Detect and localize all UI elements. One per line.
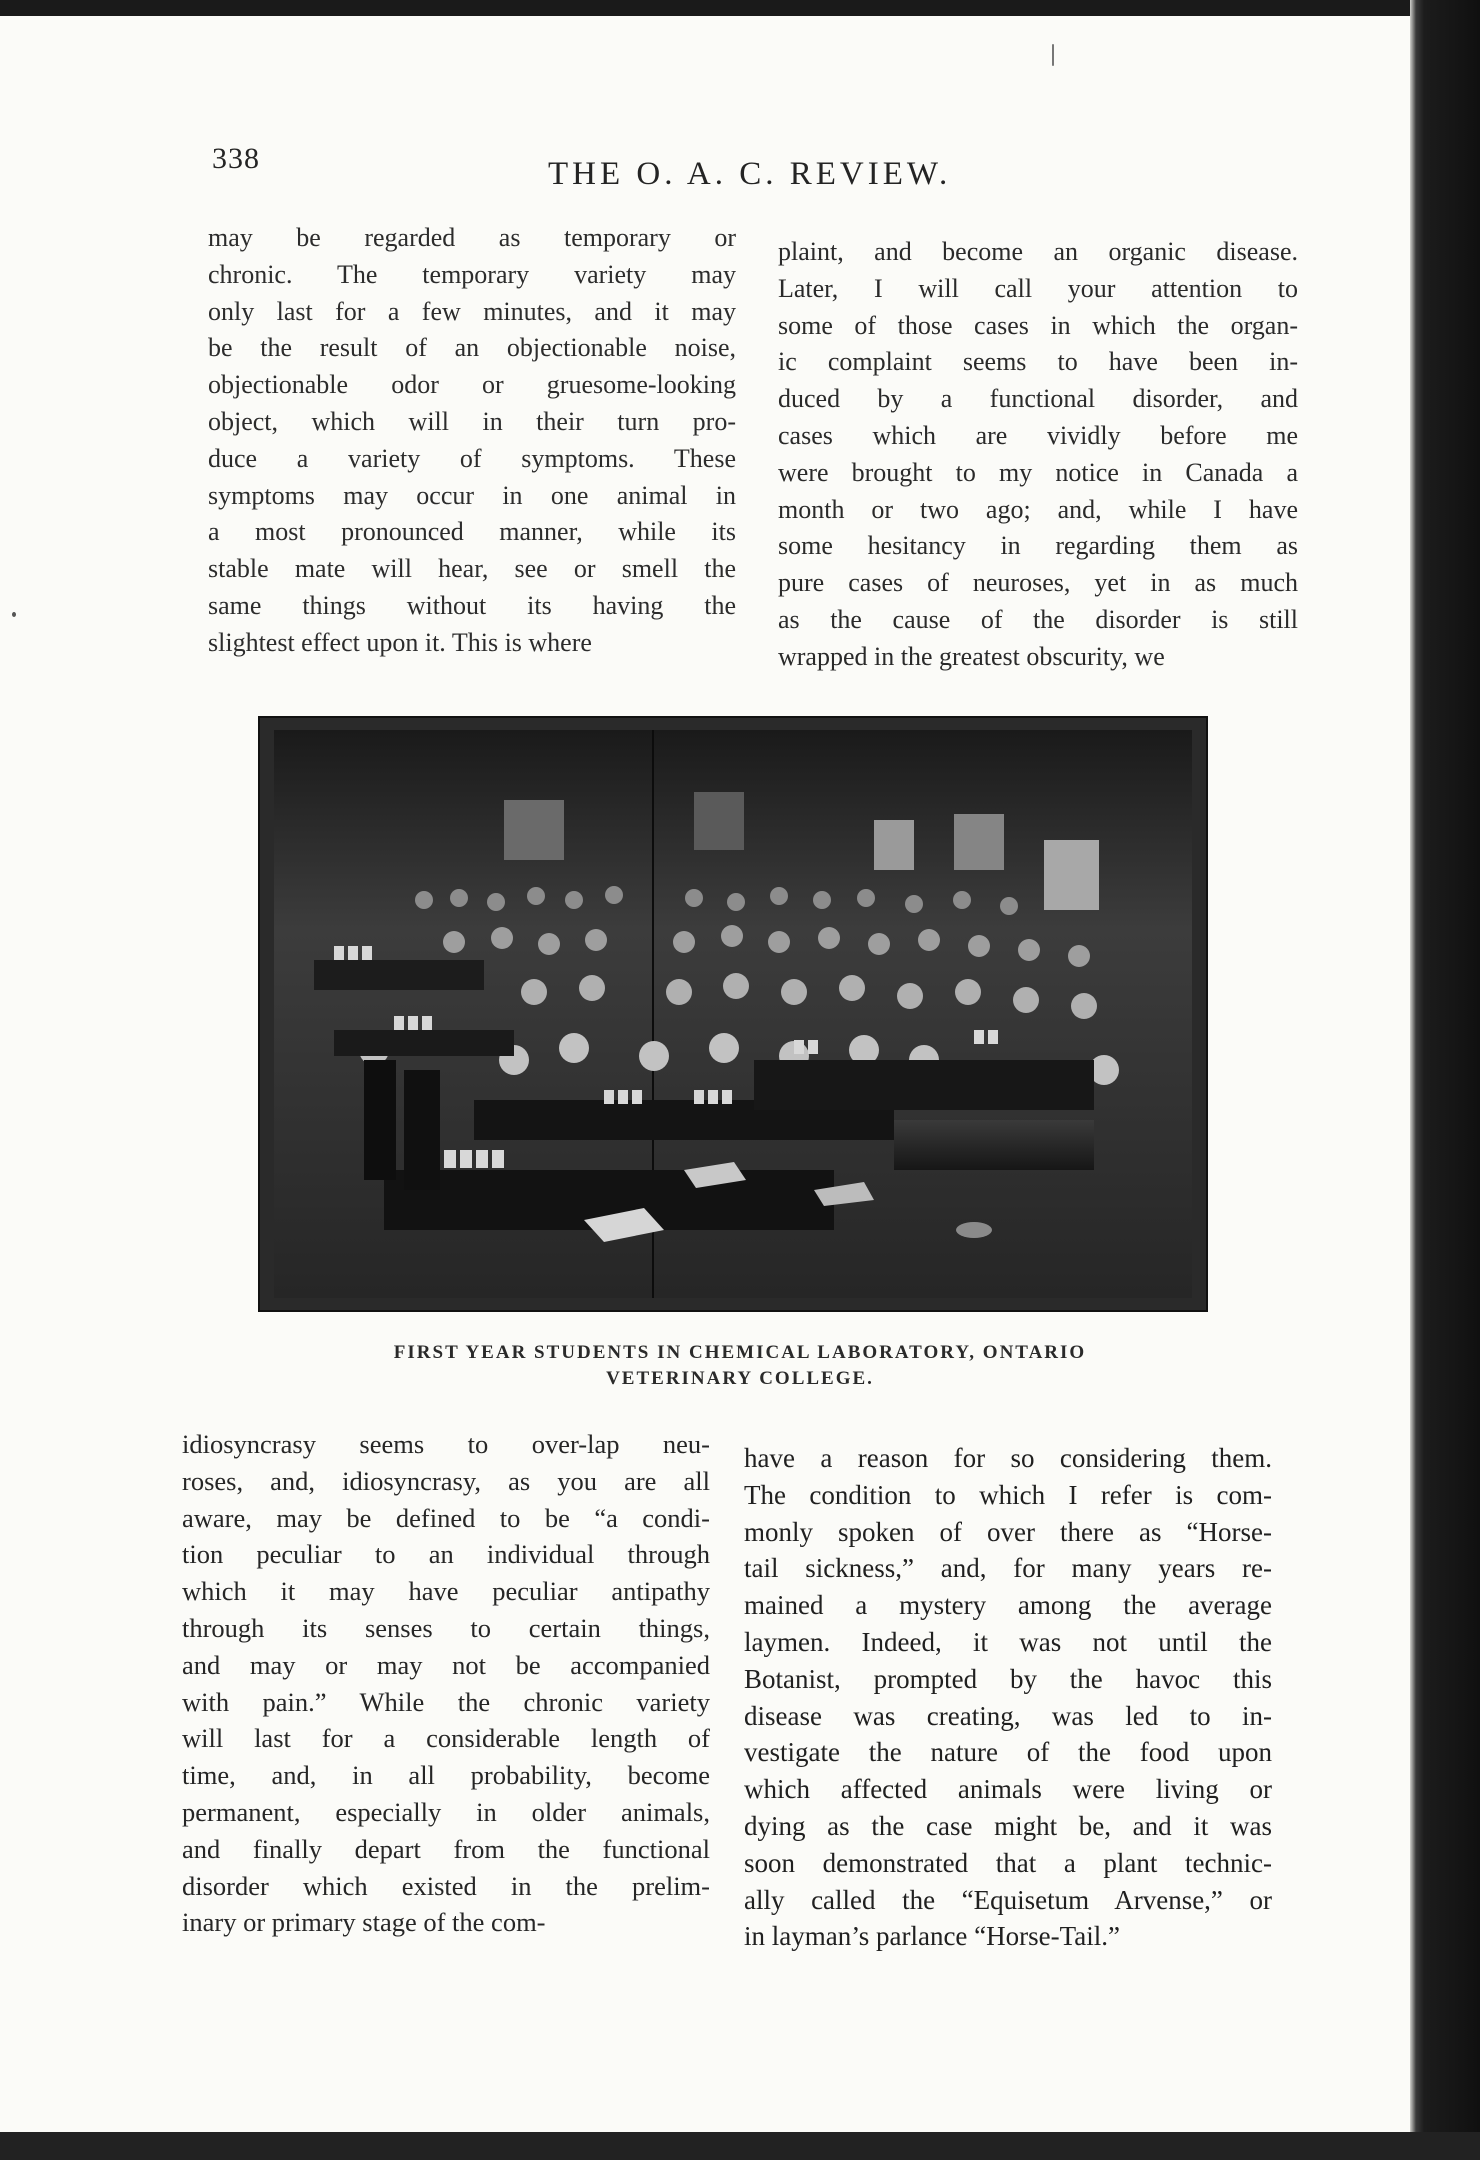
text-column-bottom-left <box>182 1426 710 1941</box>
text-line: some of those cases in which the organ- <box>778 310 1298 340</box>
text-line: time, and, in all probability, become <box>182 1760 710 1791</box>
text-line: through its senses to certain things, <box>182 1612 710 1643</box>
text-line: monly spoken of over there as “Horse- <box>744 1516 1272 1547</box>
text-line: wrapped in the greatest obscurity, we <box>778 641 1165 671</box>
text-column-top-right <box>778 234 1298 676</box>
scan-border-bottom <box>0 2132 1480 2160</box>
scan-border-top <box>0 0 1480 16</box>
text-line: mained a mystery among the average <box>744 1590 1272 1621</box>
text-line: vestigate the nature of the food upon <box>744 1737 1272 1768</box>
scan-border-right <box>1410 0 1480 2160</box>
text-line: tion peculiar to an individual through <box>182 1539 710 1570</box>
text-line: object, which will in their turn pro- <box>208 406 736 436</box>
text-line: and may or may not be accompanied <box>182 1649 710 1680</box>
text-line: Later, I will call your attention to <box>778 273 1298 303</box>
text-line: be the result of an objectionable noise, <box>208 333 736 363</box>
text-line: and finally depart from the functional <box>182 1833 710 1864</box>
text-line: same things without its having the <box>208 590 736 620</box>
scan-speck <box>12 612 16 617</box>
text-line: have a reason for so considering them. <box>744 1443 1272 1473</box>
running-head: THE O. A. C. REVIEW. <box>548 156 952 192</box>
text-line: The condition to which I refer is com- <box>744 1479 1272 1510</box>
text-line: will last for a considerable length of <box>182 1723 710 1754</box>
photo-illustration <box>274 730 1192 1298</box>
text-line: Botanist, prompted by the havoc this <box>744 1663 1272 1694</box>
text-line: cases which are vividly before me <box>778 420 1298 450</box>
text-line: in layman’s parlance “Horse-Tail.” <box>744 1921 1120 1952</box>
text-line: only last for a few minutes, and it may <box>208 296 736 326</box>
text-line: pure cases of neuroses, yet in as much <box>778 568 1298 598</box>
photo-caption <box>240 1340 1240 1392</box>
text-line: plaint, and become an organic disease. <box>778 237 1298 266</box>
text-line: with pain.” While the chronic variety <box>182 1686 710 1717</box>
text-line: slightest effect upon it. This is where <box>208 627 592 657</box>
text-line: disease was creating, was led to in- <box>744 1700 1272 1731</box>
text-line: some hesitancy in regarding them as <box>778 531 1298 561</box>
text-line: soon demonstrated that a plant technic- <box>744 1847 1272 1878</box>
text-line: which it may have peculiar antipathy <box>182 1576 710 1607</box>
text-line: duced by a functional disorder, and <box>778 384 1298 414</box>
text-column-top-left <box>208 220 736 662</box>
text-line: permanent, especially in older animals, <box>182 1796 710 1827</box>
text-line: idiosyncrasy seems to over-lap neu- <box>182 1429 710 1459</box>
page-number: 338 <box>212 142 260 175</box>
text-line: ally called the “Equisetum Arvense,” or <box>744 1884 1272 1915</box>
text-line: objectionable odor or gruesome-looking <box>208 370 736 400</box>
photo-image <box>274 730 1192 1298</box>
text-line: dying as the case might be, and it was <box>744 1810 1272 1841</box>
text-line: duce a variety of symptoms. These <box>208 443 736 473</box>
caption-line: FIRST YEAR STUDENTS IN CHEMICAL LABORATORY, ONTARIO <box>393 1342 1087 1363</box>
text-line: which affected animals were living or <box>744 1774 1272 1805</box>
text-line: aware, may be defined to be “a condi- <box>182 1502 710 1533</box>
text-line: roses, and, idiosyncrasy, as you are all <box>182 1465 710 1496</box>
text-line: symptoms may occur in one animal in <box>208 480 736 510</box>
text-line: laymen. Indeed, it was not until the <box>744 1626 1272 1657</box>
text-line: a most pronounced manner, while its <box>208 517 736 547</box>
text-line: inary or primary stage of the com- <box>182 1907 546 1938</box>
text-line: ic complaint seems to have been in- <box>778 347 1298 377</box>
text-line: disorder which existed in the prelim- <box>182 1870 710 1901</box>
text-line: stable mate will hear, see or smell the <box>208 554 736 584</box>
text-line: were brought to my notice in Canada a <box>778 457 1298 487</box>
text-line: chronic. The temporary variety may <box>208 259 736 289</box>
text-line: month or two ago; and, while I have <box>778 494 1298 524</box>
laboratory-photograph <box>258 716 1208 1312</box>
text-line: tail sickness,” and, for many years re- <box>744 1553 1272 1584</box>
caption-line: VETERINARY COLLEGE. <box>606 1368 874 1389</box>
text-column-bottom-right <box>744 1440 1272 1955</box>
scan-speck <box>1052 44 1054 66</box>
text-line: as the cause of the disorder is still <box>778 604 1298 634</box>
text-line: may be regarded as temporary or <box>208 223 736 252</box>
